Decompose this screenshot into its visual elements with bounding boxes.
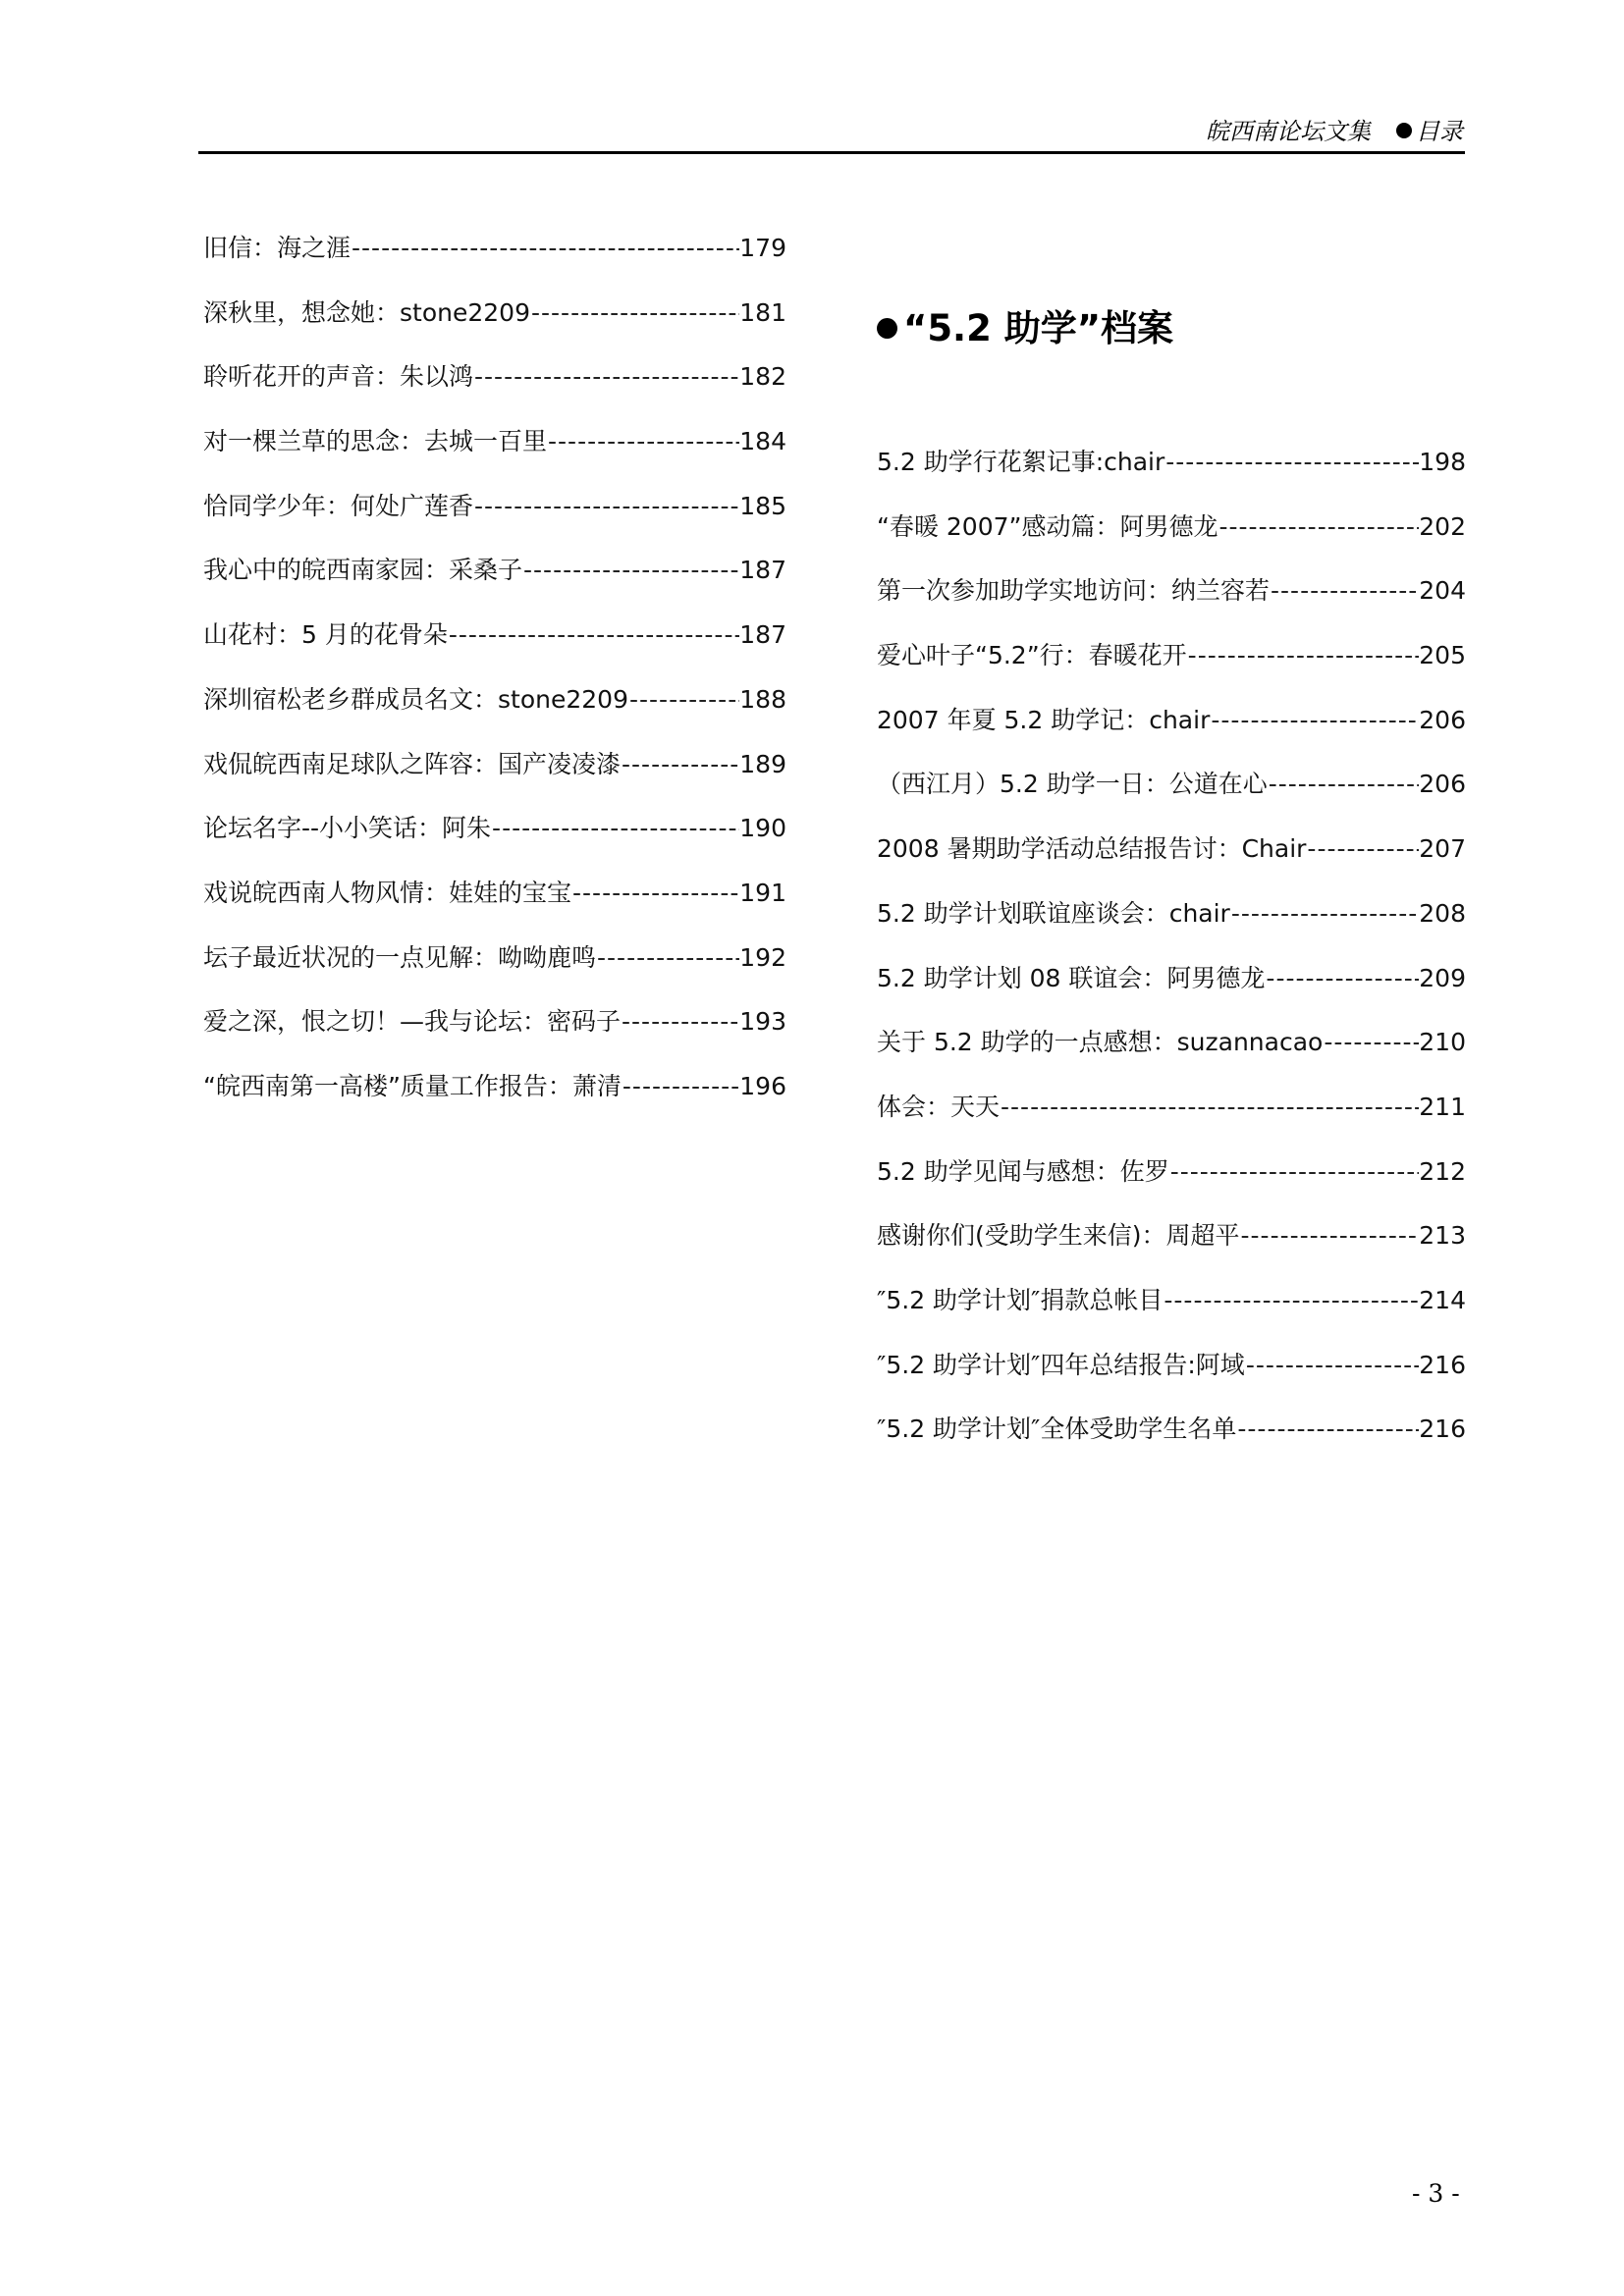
toc-entry-title: 5.2 助学计划 08 联谊会：阿男德龙	[877, 963, 1266, 992]
toc-entry[interactable]	[877, 636, 1466, 701]
toc-dot-leader	[571, 879, 739, 907]
toc-entry-page: 214	[1419, 1285, 1466, 1314]
toc-entry-title: 深秋里，想念她：stone2209	[203, 297, 530, 327]
toc-entry-page: 205	[1419, 641, 1466, 670]
toc-entry-page: 190	[739, 814, 786, 843]
toc-entry[interactable]	[877, 829, 1466, 894]
toc-entry-title: ″5.2 助学计划″捐款总帐目	[877, 1285, 1164, 1314]
toc-dot-leader	[1164, 448, 1419, 476]
toc-entry-page: 213	[1419, 1221, 1466, 1251]
toc-entry[interactable]	[203, 1002, 786, 1067]
toc-entry[interactable]	[877, 701, 1466, 766]
toc-entry-title: （西江月）5.2 助学一日：公道在心	[877, 770, 1268, 799]
toc-entry[interactable]	[203, 615, 786, 680]
toc-entry-page: 212	[1419, 1156, 1466, 1186]
toc-entry-page: 206	[1419, 705, 1466, 734]
toc-entry-title: 5.2 助学计划联谊座谈会：chair	[877, 898, 1230, 928]
toc-entry-title: 山花村：5 月的花骨朵	[203, 620, 448, 650]
toc-entry-title: 深圳宿松老乡群成员名文：stone2209	[203, 684, 628, 714]
toc-left-column	[203, 229, 786, 1132]
toc-dot-leader	[621, 1007, 739, 1036]
page-number: - 3 -	[1412, 2179, 1460, 2208]
toc-dot-leader	[1163, 1286, 1419, 1314]
toc-dot-leader	[1187, 641, 1420, 669]
toc-entry-title: 我心中的皖西南家园：采桑子	[203, 556, 523, 585]
toc-entry-title: “皖西南第一高楼”质量工作报告：萧清	[203, 1071, 622, 1100]
toc-entry-title: 5.2 助学行花絮记事:chair	[877, 448, 1165, 476]
toc-entry-title: 论坛名字--小小笑话：阿朱	[203, 814, 492, 843]
toc-entry[interactable]	[203, 551, 786, 615]
toc-entry[interactable]	[877, 1023, 1466, 1088]
toc-entry[interactable]	[877, 1346, 1466, 1411]
toc-list-left	[203, 229, 786, 1132]
toc-entry-title: ″5.2 助学计划″全体受助学生名单	[877, 1415, 1237, 1444]
toc-entry-page: 187	[739, 620, 786, 650]
toc-entry-page: 206	[1419, 770, 1466, 799]
toc-entry-title: 对一棵兰草的思念：去城一百里	[203, 427, 548, 456]
toc-dot-leader	[1230, 899, 1419, 928]
toc-dot-leader	[1306, 834, 1419, 863]
toc-entry-page: 188	[739, 684, 786, 714]
toc-dot-leader	[473, 362, 739, 391]
toc-entry-title: 坛子最近状况的一点见解：呦呦鹿鸣	[203, 942, 597, 972]
header-text	[1206, 112, 1463, 146]
book-title: 皖西南论坛文集	[1206, 118, 1371, 145]
toc-entry-page: 216	[1419, 1350, 1466, 1379]
toc-dot-leader	[448, 620, 739, 649]
toc-dot-leader	[351, 234, 739, 262]
toc-entry-title: 2007 年夏 5.2 助学记：chair	[877, 705, 1211, 734]
toc-entry[interactable]	[877, 959, 1466, 1024]
toc-entry-page: 192	[739, 942, 786, 972]
toc-dot-leader	[491, 814, 739, 842]
toc-dot-leader	[1270, 576, 1419, 605]
toc-dot-leader	[473, 492, 739, 520]
toc-entry-title: ″5.2 助学计划″四年总结报告:阿域	[877, 1350, 1245, 1379]
toc-entry[interactable]	[877, 894, 1466, 959]
toc-entry[interactable]	[877, 1216, 1466, 1281]
toc-dot-leader	[530, 298, 739, 327]
toc-entry[interactable]	[877, 571, 1466, 636]
toc-entry-page: 202	[1419, 511, 1466, 541]
toc-right-column	[877, 294, 1466, 1474]
toc-entry-title: 关于 5.2 助学的一点感想：suzannacao	[877, 1028, 1324, 1057]
toc-entry-title: 感谢你们(受助学生来信)：周超平	[877, 1221, 1240, 1251]
toc-entry-title: 爱心叶子“5.2”行：春暖花开	[877, 641, 1187, 670]
toc-entry-title: 旧信：海之涯	[203, 234, 352, 262]
toc-entry[interactable]	[877, 1152, 1466, 1217]
bullet-icon	[1396, 123, 1412, 138]
toc-dot-leader	[1210, 706, 1419, 734]
toc-list-right	[877, 443, 1466, 1474]
section-heading-text: “5.2 助学”档案	[903, 307, 1174, 349]
toc-dot-leader	[1000, 1093, 1419, 1121]
toc-dot-leader	[596, 943, 739, 972]
toc-entry[interactable]	[203, 938, 786, 1003]
toc-dot-leader	[621, 750, 739, 778]
toc-entry[interactable]	[203, 680, 786, 745]
toc-entry-page: 204	[1419, 576, 1466, 606]
toc-entry[interactable]	[203, 229, 786, 294]
toc-dot-leader	[1323, 1028, 1419, 1056]
toc-entry-title: 5.2 助学见闻与感想：佐罗	[877, 1156, 1169, 1186]
toc-entry-page: 207	[1419, 834, 1466, 864]
toc-dot-leader	[522, 556, 739, 584]
toc-dot-leader	[1240, 1221, 1420, 1250]
toc-entry-page: 179	[739, 234, 786, 262]
toc-entry[interactable]	[877, 443, 1466, 507]
toc-dot-leader	[1218, 512, 1419, 541]
toc-entry-page: 182	[739, 362, 786, 392]
toc-entry-title: “春暖 2007”感动篇：阿男德龙	[877, 511, 1218, 541]
toc-dot-leader	[622, 1072, 739, 1100]
toc-entry-page: 198	[1419, 448, 1466, 476]
toc-entry-page: 216	[1419, 1415, 1466, 1444]
toc-dot-leader	[1265, 964, 1419, 992]
toc-dot-leader	[1245, 1351, 1419, 1379]
toc-entry[interactable]	[877, 507, 1466, 572]
running-header	[198, 108, 1465, 154]
toc-entry[interactable]	[203, 1067, 786, 1132]
toc-entry-page: 187	[739, 556, 786, 585]
toc-entry[interactable]	[203, 874, 786, 938]
toc-dot-leader	[547, 427, 739, 455]
toc-entry-page: 211	[1419, 1092, 1466, 1121]
toc-entry[interactable]	[203, 422, 786, 487]
toc-entry[interactable]	[203, 357, 786, 422]
toc-entry-page: 185	[739, 491, 786, 520]
toc-entry-title: 戏侃皖西南足球队之阵容：国产凌凌漆	[203, 749, 622, 778]
toc-entry[interactable]	[877, 765, 1466, 829]
toc-entry[interactable]	[203, 745, 786, 810]
toc-entry-page: 181	[739, 297, 786, 327]
toc-entry-title: 戏说皖西南人物风情：娃娃的宝宝	[203, 878, 572, 907]
toc-entry-page: 191	[739, 878, 786, 907]
toc-dot-leader	[628, 685, 739, 714]
toc-entry-title: 第一次参加助学实地访问：纳兰容若	[877, 576, 1271, 606]
toc-dot-leader	[1169, 1157, 1420, 1186]
toc-entry-title: 体会：天天	[877, 1092, 1001, 1121]
toc-entry-page: 196	[739, 1071, 786, 1100]
toc-entry-page: 210	[1419, 1028, 1466, 1057]
toc-entry[interactable]	[203, 809, 786, 874]
toc-entry[interactable]	[877, 1281, 1466, 1346]
toc-entry-title: 爱之深，恨之切！—我与论坛：密码子	[203, 1007, 622, 1037]
toc-dot-leader	[1268, 770, 1420, 798]
toc-entry[interactable]	[877, 1088, 1466, 1152]
toc-entry-title: 2008 暑期助学活动总结报告讨：Chair	[877, 834, 1307, 864]
toc-entry[interactable]	[203, 294, 786, 358]
toc-dot-leader	[1236, 1415, 1419, 1443]
toc-entry-title: 聆听花开的声音：朱以鸿	[203, 362, 474, 392]
toc-entry-page: 189	[739, 749, 786, 778]
toc-entry[interactable]	[203, 487, 786, 552]
toc-entry-page: 193	[739, 1007, 786, 1037]
toc-entry-page: 184	[739, 427, 786, 456]
toc-entry-title: 恰同学少年：何处广莲香	[203, 491, 474, 520]
toc-entry-page: 208	[1419, 898, 1466, 928]
toc-entry-page: 209	[1419, 963, 1466, 992]
section-label: 目录	[1416, 118, 1463, 145]
toc-entry[interactable]	[877, 1410, 1466, 1474]
